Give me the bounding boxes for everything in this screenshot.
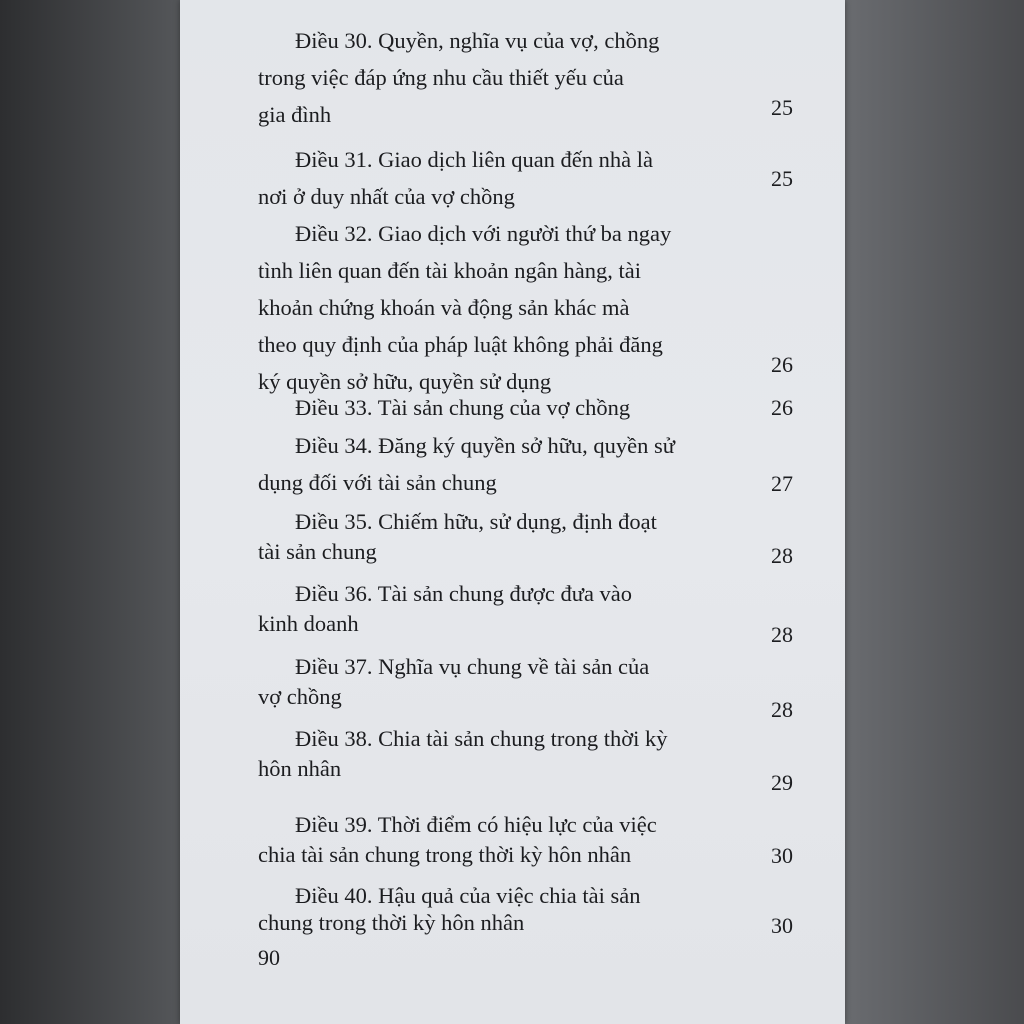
- toc-page-number: 26: [771, 395, 793, 420]
- toc-entry: [258, 427, 798, 501]
- background-left: [0, 0, 182, 1024]
- toc-entry-title: Điều 38. Chia tài sản chung trong thời kỳ: [295, 726, 668, 751]
- toc-entry-continuation: hôn nhân: [258, 756, 342, 781]
- toc-entry: [258, 215, 798, 400]
- toc-entry-title: Điều 37. Nghĩa vụ chung về tài sản của: [295, 654, 650, 679]
- toc-entry: [258, 22, 798, 133]
- toc-entry: [258, 507, 798, 567]
- toc-page-number: 26: [771, 352, 793, 377]
- toc-page-number: 27: [771, 471, 793, 496]
- toc-entry-continuation: gia đình: [258, 102, 332, 127]
- toc-entry: [258, 652, 798, 712]
- toc-entry-continuation: ký quyền sở hữu, quyền sử dụng: [258, 369, 552, 394]
- toc-entry-title: Điều 30. Quyền, nghĩa vụ của vợ, chồng: [295, 28, 660, 53]
- toc-entry: [258, 579, 798, 639]
- toc-entry: [258, 810, 798, 870]
- toc-page-number: 30: [771, 843, 793, 868]
- toc-entry-title: Điều 32. Giao dịch với người thứ ba ngay: [295, 221, 672, 246]
- toc-entry-continuation: tình liên quan đến tài khoản ngân hàng, tài: [258, 258, 642, 283]
- toc-entry-title: Điều 34. Đăng ký quyền sở hữu, quyền sử: [295, 433, 675, 458]
- toc-page-number: 29: [771, 770, 793, 795]
- background-right: [842, 0, 1024, 1024]
- toc-entry-continuation: vợ chồng: [258, 684, 342, 709]
- toc-entry-continuation: khoản chứng khoán và động sản khác mà: [258, 295, 630, 320]
- toc-entry-title: Điều 31. Giao dịch liên quan đến nhà là: [295, 147, 654, 172]
- toc-entry-title: Điều 35. Chiếm hữu, sử dụng, định đoạt: [295, 509, 657, 534]
- page-number: 90: [258, 945, 280, 970]
- toc-page-number: 28: [771, 543, 793, 568]
- toc-page-number: 28: [771, 697, 793, 722]
- toc-entry-continuation: nơi ở duy nhất của vợ chồng: [258, 184, 515, 209]
- toc-entry-continuation: chia tài sản chung trong thời kỳ hôn nhân: [258, 842, 632, 867]
- toc-entry: [258, 389, 798, 426]
- toc-entry: [258, 724, 798, 784]
- toc-entry: [258, 882, 798, 936]
- toc-entry-title: Điều 33. Tài sản chung của vợ chồng: [295, 395, 631, 420]
- toc-page-number: 30: [771, 913, 793, 938]
- toc-entry-continuation: dụng đối với tài sản chung: [258, 470, 497, 495]
- toc-entry-continuation: chung trong thời kỳ hôn nhân: [258, 910, 525, 935]
- book-page: [180, 0, 845, 1024]
- toc-entry-title: Điều 39. Thời điểm có hiệu lực của việc: [295, 812, 657, 837]
- toc-entry-continuation: kinh doanh: [258, 611, 359, 636]
- toc-entry-title: Điều 36. Tài sản chung được đưa vào: [295, 581, 633, 606]
- toc-page-number: 25: [771, 95, 793, 120]
- toc-page-number: 28: [771, 622, 793, 647]
- toc-entry-continuation: tài sản chung: [258, 539, 377, 564]
- toc-entry-continuation: trong việc đáp ứng nhu cầu thiết yếu của: [258, 65, 624, 90]
- toc-entry-title: Điều 40. Hậu quả của việc chia tài sản: [295, 883, 641, 908]
- toc-page-number: 25: [771, 166, 793, 191]
- toc-entry-continuation: theo quy định của pháp luật không phải đăng: [258, 332, 663, 357]
- toc-entry: [258, 141, 798, 215]
